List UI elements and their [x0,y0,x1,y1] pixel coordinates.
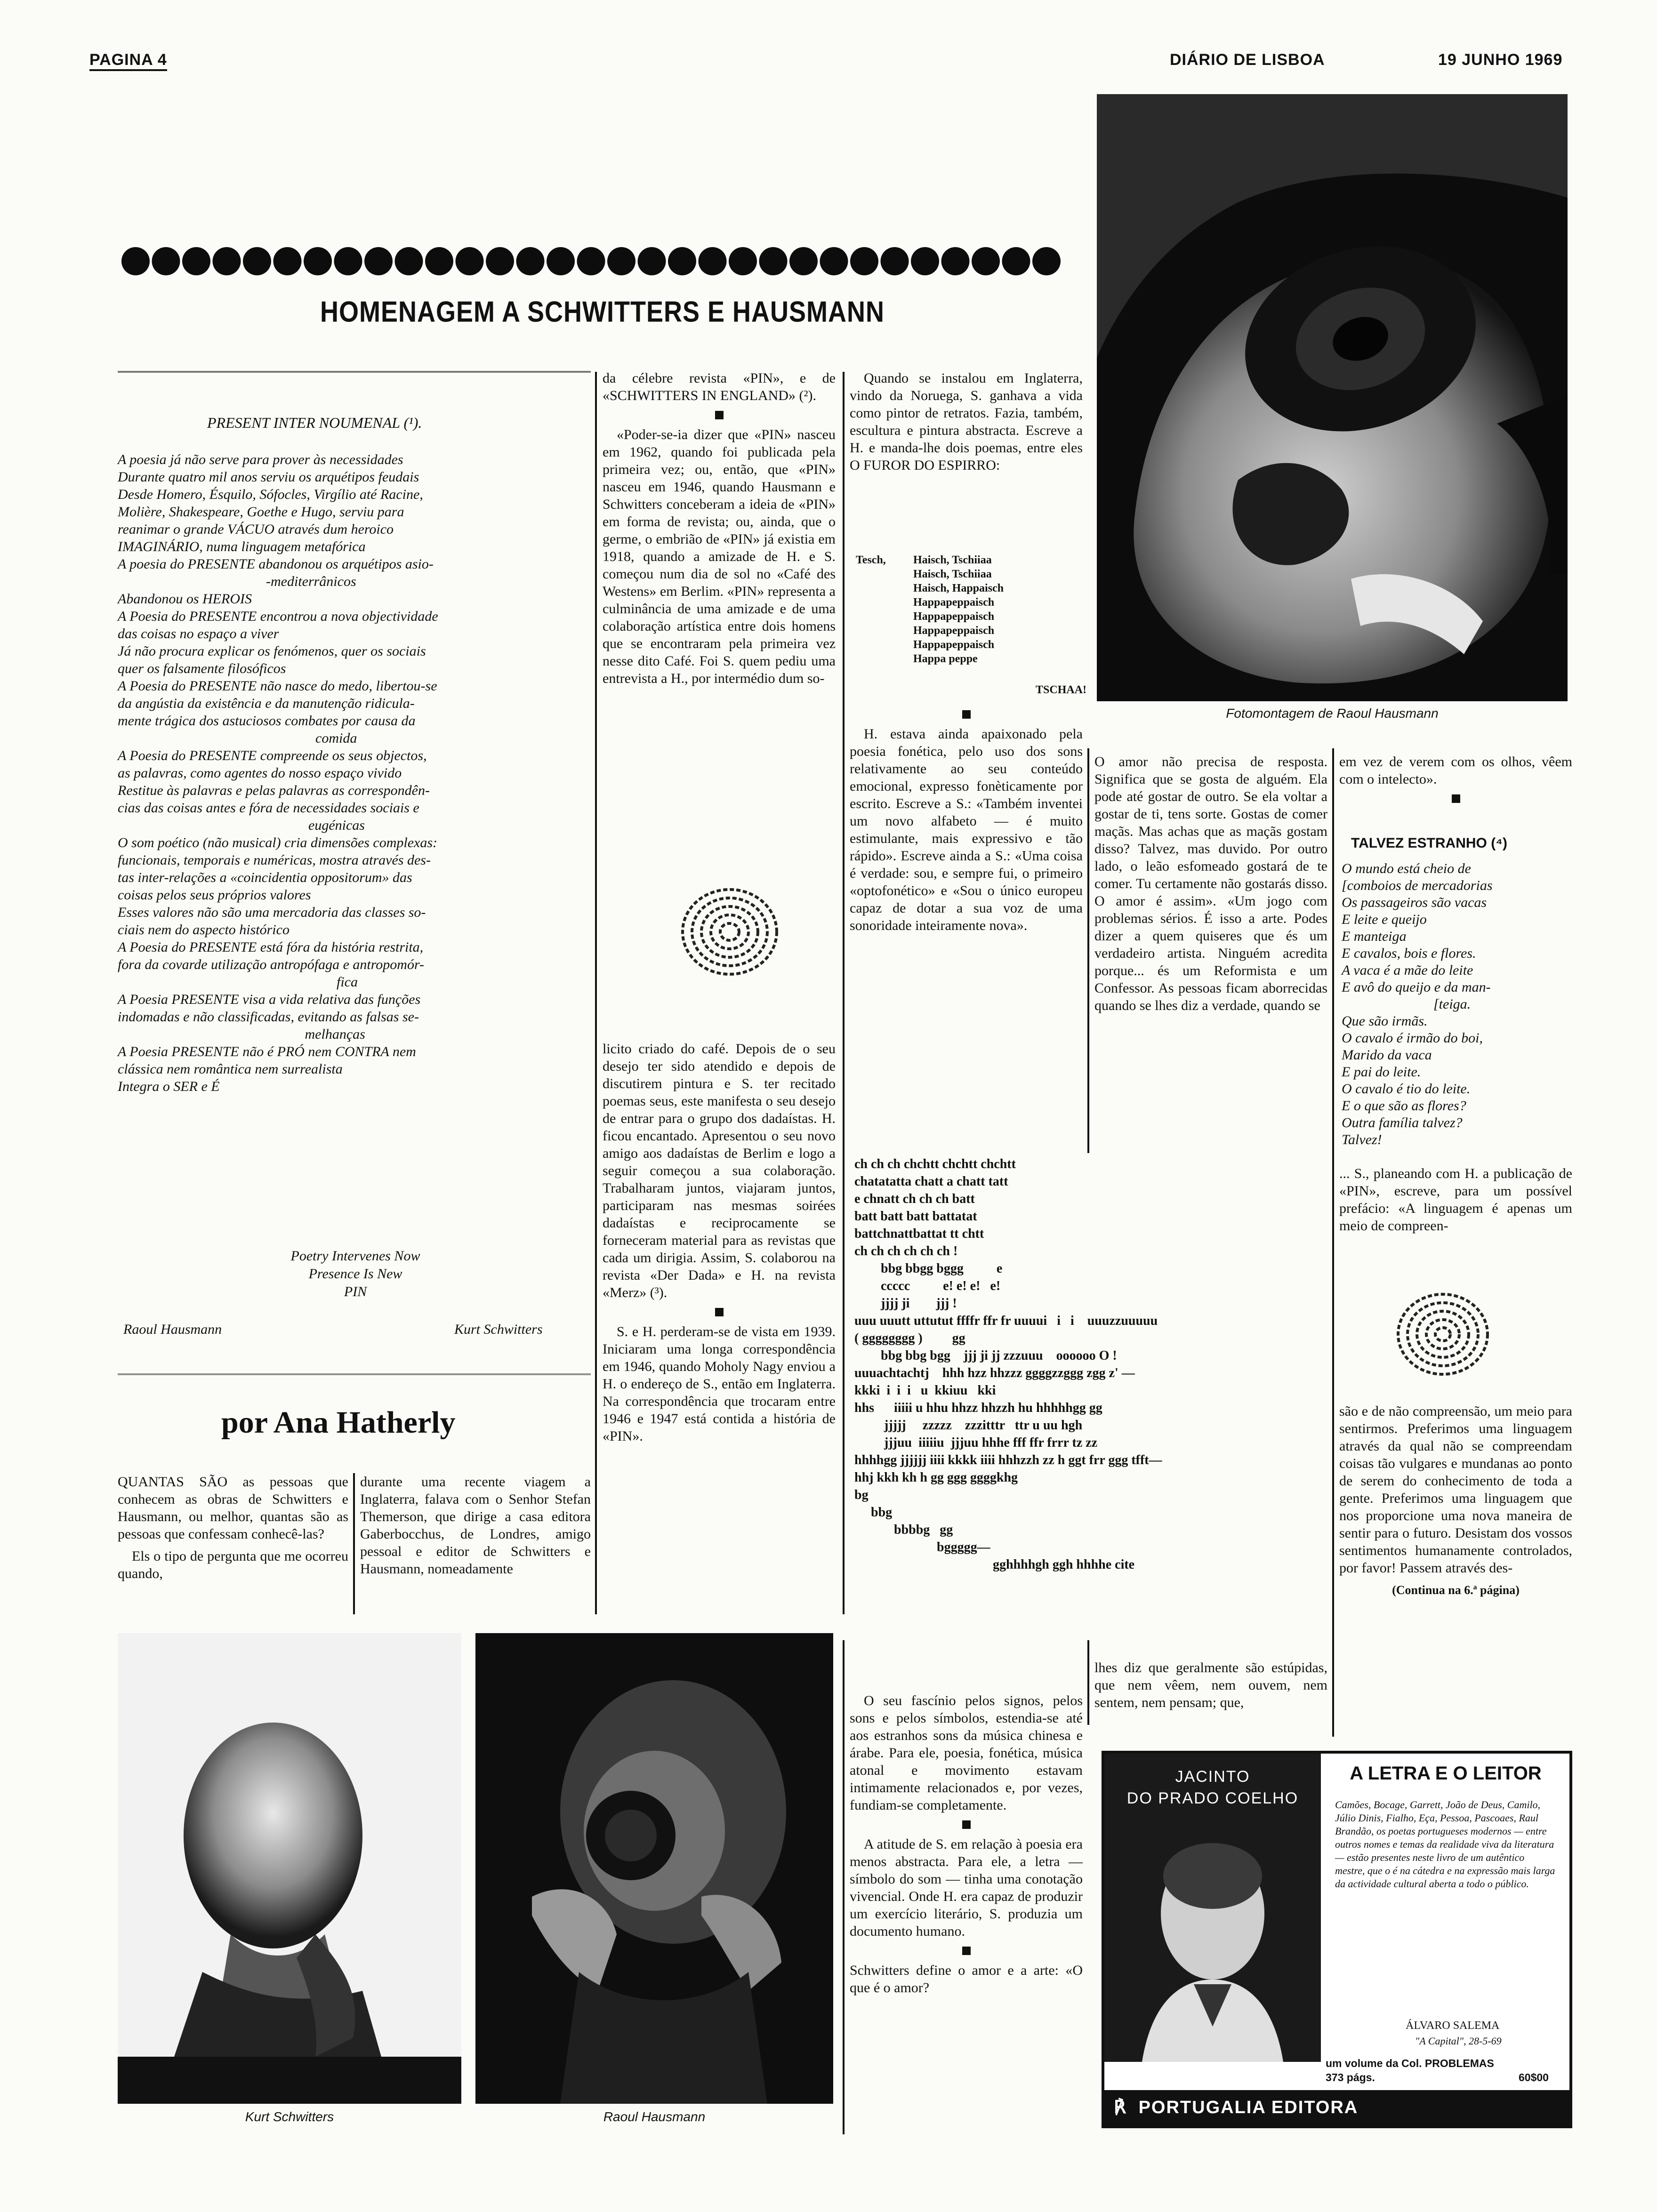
sound-poem-line: bbg bbgg bggg e [854,1261,1003,1276]
sound-poem-line: ( gggggggg ) gg [854,1331,965,1346]
decorative-dot [850,247,878,275]
body-paragraph: Schwitters define o amor e a arte: «O que é o amor? [850,1963,1083,1996]
talvez-line: Outra família talvez? [1342,1115,1463,1130]
tesch-lines [913,553,1004,666]
body-paragraph: em vez de verem com os olhos, vêem com o intelecto». [1339,754,1572,787]
talvez-line: A vaca é a mãe do leite [1342,962,1473,978]
section-marker [962,1820,971,1829]
decorative-dot [911,247,939,275]
section-marker [1452,794,1460,803]
manifesto-line: indomadas e não classificadas, evitando as falsas se- [118,1009,419,1025]
sound-poem-line: ch ch ch chchtt chchtt chchtt [854,1157,1016,1171]
decorative-dot [972,247,1000,275]
spiral-emblem [1393,1290,1492,1379]
column-5-top [1094,753,1327,1019]
body-paragraph: S. e H. perderam-se de vista em 1939. Iniciaram uma longa correspondência em 1946, quando Moholy Nagy enviou a H. o endereço de S., então em Inglaterra. Na correspondência que trocaram entre 1946 e 1947 está contida a história de «PIN». [603,1324,836,1444]
talvez-line: Que são irmãs. [1342,1013,1428,1029]
ad-critic: ÁLVARO SALEMA [1406,2020,1500,2032]
manifesto-line: comida [118,730,357,746]
intro-paragraph: Els o tipo de pergunta que me ocorreu quando, [118,1548,348,1581]
intro-column-2 [360,1473,591,1582]
divider [118,371,591,373]
section-marker [962,1947,971,1955]
decorative-dot [334,247,362,275]
ad-price: 60$00 [1519,2071,1549,2084]
tesch-line: Happa peppe [913,653,978,665]
manifesto-line: A Poesia do PRESENTE está fóra da história restrita, [118,939,424,955]
manifesto-line: Integra o SER e É [118,1079,220,1094]
tesch-line: Haisch, Tschiiaa [913,554,992,566]
decorative-dot [1032,247,1061,275]
sound-poem-line: jjjjj zzzzz zzzitttr ttr u uu hgh [854,1418,1083,1433]
decorative-dot [395,247,423,275]
column-6-bottom [1339,1403,1572,1603]
column-5-bottom [1094,1659,1327,1716]
sound-poem-line: uuu uuutt uttutut ffffr ffr fr uuuui i i uuuzzuuuuu [854,1314,1158,1328]
ad-author-first: JACINTO [1175,1768,1250,1786]
signature-schwitters: Kurt Schwitters [454,1322,543,1337]
manifesto-line: das coisas no espaço a viver [118,626,279,641]
decorative-dot [1002,247,1030,275]
motto-line: PIN [344,1284,367,1299]
manifesto-line: Desde Homero, Ésquilo, Sófocles, Virgílio até Racine, [118,487,423,502]
manifesto-line: ciais nem do aspecto histórico [118,922,290,938]
column-6-top [1339,753,1572,809]
body-paragraph: «Poder-se-ia dizer que «PIN» nasceu em 1962, quando foi publicada pela primeira vez; ou, então, que «PIN» nasceu em 1946, quando Hausmann e Schwitters conceberam a ideia de «PIN» em forma de revista; ou, ainda, que o germe, o embrião de «PIN» já existia em 1918, quando a amizade de H. e S. começou num dia de sol no «Café des Westens» em Berlim. «PIN» representa a culminância de uma amizade e de uma colaboração artística entre dois homens que se encontraram pela primeira vez nesse dito Café. Foi S. quem pediu uma entrevista a H., por intermédio dum so- [603,427,836,686]
decorative-dot [941,247,970,275]
manifesto-line: mente trágica dos astuciosos combates por causa da [118,713,416,729]
manifesto-line: funcionais, temporais e numéricas, mostra através des- [118,852,431,868]
talvez-poem [1342,860,1572,1148]
manifesto-line: A Poesia PRESENTE visa a vida relativa das funções [118,992,421,1007]
column-4-top [850,369,1083,479]
column-3-top [603,369,836,692]
manifesto-line: Molière, Shakespeare, Goethe e Hugo, serviu para [118,504,404,520]
sound-poem-line: e chnatt ch ch ch batt [854,1192,975,1206]
sound-poem-line: jjjj ji jjj ! [854,1296,957,1311]
tesch-speaker: Tesch, [856,554,886,566]
sound-poem-line: hhhhgg jjjjjj iiii kkkk iiii hhhzzh zz h ggt frr ggg tfft— [854,1453,1162,1467]
section-marker [715,1308,724,1316]
talvez-line: Marido da vaca [1342,1047,1432,1063]
issue-date: 19 JUNHO 1969 [1438,51,1563,69]
manifesto-title: PRESENT INTER NOUMENAL (¹). [207,414,422,431]
manifesto-line: -mediterrânicos [118,574,356,589]
talvez-line: [comboios de mercadorias [1342,878,1493,893]
manifesto-motto [118,1247,593,1301]
column-6-mid [1339,1165,1572,1239]
talvez-line: [teiga. [1342,996,1471,1012]
decorative-dot [789,247,818,275]
decorative-dot [668,247,696,275]
manifesto-line: Durante quatro mil anos serviu os arquétipos feudais [118,469,419,485]
publisher-logo: ℟ [1114,2098,1126,2117]
talvez-line: O cavalo é tio do leite. [1342,1081,1471,1097]
sound-poem-line: battchnattbattat tt chtt [854,1226,984,1241]
talvez-title: TALVEZ ESTRANHO (⁴) [1351,835,1508,851]
decorative-dot [152,247,180,275]
sound-poem-line: chatatatta chatt a chatt tatt [854,1174,1008,1189]
photomontage-caption: Fotomontagem de Raoul Hausmann [1226,706,1439,721]
manifesto-line: A Poesia do PRESENTE encontrou a nova objectividade [118,609,438,624]
tesch-line: Happapeppaisch [913,639,995,651]
ad-book-title: A LETRA E O LEITOR [1350,1763,1542,1784]
body-paragraph: A atitude de S. em relação à poesia era menos abstracta. Para ele, a letra — símbolo do som — tinha uma conotação vivencial. Onde H. era capaz de produzir um exercício literário, S. produzia um documento humano. [850,1836,1083,1939]
manifesto-line: coisas pelos seus próprios valores [118,887,311,903]
manifesto-line: clássica nem romântica nem surrealista [118,1061,343,1077]
body-paragraph: da célebre revista «PIN», e de «SCHWITTERS IN ENGLAND» (²). [603,370,836,403]
manifesto-line: Abandonou os HEROIS [118,591,252,607]
ad-portrait-panel [1104,1754,1321,2062]
sound-poem-line: jjjuu iiiiiu jjjuu hhhe fff ffr frrr tz zz [854,1435,1098,1450]
ad-author-last: DO PRADO COELHO [1126,1789,1299,1807]
raoul-hausmann-portrait [475,1633,833,2104]
body-paragraph: O seu fascínio pelos signos, pelos sons e pelos símbolos, estendia-se até aos estranhos sons da música chinesa e árabe. Para ele, poesia, fonética, música atonal e movimento estavam intimamente relacionados e, por vezes, fundiam-se completamente. [850,1693,1083,1813]
paper-name: DIÁRIO DE LISBOA [1170,51,1325,69]
decorative-dot [607,247,635,275]
body-paragraph: licito criado do café. Depois de o seu desejo ter sido atendido e depois de discutirem pintura e S. ter recitado poemas seus, este manifesta o seu desejo de entrar para o grupo dos dadaístas. H. ficou encantado. Apresentou o seu novo amigo aos dadaístas de Berlim e logo a seguir começou a sua colaboração. Trabalharam juntos, viajaram juntos, participaram nas mesmas soirées dadaístas e reciprocamente se forneceram material para as revistas que cada um dirigia. Assim, S. colaborou na revista «Der Dada» e H. na revista «Merz» (³). [603,1041,836,1300]
tesch-line: Happapeppaisch [913,596,995,609]
divider [118,1373,591,1375]
sound-poem-line: ch ch ch ch ch ch ! [854,1244,958,1258]
decorative-dot [729,247,757,275]
tesch-line: Haisch, Happaisch [913,582,1004,594]
manifesto-line: fica [118,974,358,990]
tesch-line: Happapeppaisch [913,625,995,637]
decorative-dot [364,247,393,275]
manifesto-line: A Poesia PRESENTE não é PRÓ nem CONTRA nem [118,1044,416,1059]
sound-poem-line: hhj kkh kh h gg ggg ggggkhg [854,1470,1018,1485]
spiral-emblem [678,885,781,979]
talvez-line: E o que são as flores? [1342,1098,1466,1114]
decorative-dot [516,247,545,275]
decorative-dot [213,247,241,275]
decorative-dot [243,247,271,275]
intro-paragraph: QUANTAS SÃO as pessoas que conhecem as obras de Schwitters e Hausmann, ou melhor, quantas são as pessoas que confessam conhecê-las? [118,1474,348,1542]
section-marker [715,411,724,419]
manifesto-line: A poesia já não serve para prover às necessidades [118,452,403,467]
sound-poem-line: gghhhhgh ggh hhhhe cite [854,1557,1135,1572]
talvez-line: E pai do leite. [1342,1064,1421,1080]
sound-poem-line: batt batt batt battatat [854,1209,977,1224]
decorative-dot [425,247,453,275]
body-paragraph: Quando se instalou em Inglaterra, vindo da Noruega, S. ganhava a vida como pintor de retratos. Fazia, também, escultura e pintura abstracta. Escreve a H. e manda-lhe dois poemas, entre eles O FUROR DO ESPIRRO: [850,370,1083,473]
tesch-line: Happapeppaisch [913,610,995,623]
body-paragraph: lhes diz que geralmente são estúpidas, que nem vêem, nem ouvem, nem sentem, nem pensam; que, [1094,1660,1327,1710]
talvez-line: E avô do queijo e da man- [1342,979,1491,995]
page-label: PAGINA 4 [89,51,167,71]
hausmann-photomontage [1097,94,1568,701]
column-4-mid [850,704,1083,939]
sound-poem-line: hhs iiiii u hhu hhzz hhzzh hu hhhhhgg gg [854,1401,1102,1415]
manifesto-line: da angústia da existência e da manutenção ridicula- [118,696,415,711]
section-marker [962,710,971,719]
motto-line: Poetry Intervenes Now [290,1248,420,1264]
body-paragraph: ... S., planeando com H. a publicação de «PIN», escreve, para um possível prefácio: «A linguagem é apenas um meio de compreen- [1339,1166,1572,1234]
decorative-dot [547,247,575,275]
body-paragraph: O amor não precisa de resposta. Significa que se gosta de alguém. Ela pode até gostar de outro. Se ela voltar a gostar de ti, tens sorte. Gostas de comer maçãs. Mas achas que as maçãs gostam disso? Talvez, mas duvido. Por outro lado, o leão esfomeado gostará de te comer. Tu certamente não gostarás disso. O amor é assim». «Um jogo com problemas sérios. É isso a arte. Podes dizer a quem quiseres que és um verdadeiro artista. Ninguém acredita porque... és um Reformista e um Confessor. As pessoas ficam aborrecidas quando se lhes diz a verdade, quando se [1094,754,1327,1013]
manifesto-body [118,451,593,1095]
talvez-line: O cavalo é irmão do boi, [1342,1030,1483,1046]
ad-pages: 373 págs. [1326,2071,1375,2084]
publisher-name: PORTUGALIA EDITORA [1138,2098,1359,2117]
sound-poem-line: ccccc e! e! e! e! [854,1279,1001,1293]
body-paragraph: H. estava ainda apaixonado pela poesia fonética, pelo uso dos sons relativamente ao seu conteúdo emocional, expresso fonèticamente por escrito. Escreve a S.: «Também inventei um novo alfabeto — é muito estimulante, mais expressivo e tão rápido». Escreve ainda a S.: «Uma coisa é verdade: sou, e sempre fui, o primeiro «optofonético» e «Sou o único europeu capaz de dotar a sua voz de uma sonoridade inteiramente nova». [850,726,1083,933]
manifesto-line: A Poesia do PRESENTE compreende os seus objectos, [118,748,427,763]
talvez-line: E cavalos, bois e flores. [1342,946,1476,961]
column-rule [595,372,597,1614]
decorative-dot [759,247,788,275]
decorative-dot [699,247,727,275]
signature-hausmann: Raoul Hausmann [123,1322,222,1337]
column-3-bottom [603,1040,836,1450]
manifesto-line: tas inter-relações a «coincidentia oppositorum» das [118,870,412,885]
raoul-caption: Raoul Hausmann [603,2109,706,2124]
column-rule [353,1473,355,1614]
decorative-dot-band [120,235,1066,287]
intro-paragraph: durante uma recente viagem a Inglaterra, falava com o Senhor Stefan Themerson, que dirige a casa editora Gaberbocchus, de Londres, amigo pessoal e editor de Schwitters e Hausmann, nomeadamente [360,1474,591,1577]
talvez-line: E manteiga [1342,929,1407,944]
body-paragraph: são e de não compreensão, um meio para sentirmos. Preferimos uma linguagem através da qual não se compreendam coisas tão vulgares e mundanas ao ponto de serem do conhecimento de toda a gente. Preferimos uma linguagem que nos proporcione uma nova maneira de sentir para o futuro. Desistam dos vossos sentimentos humanamente controlados, por favor! Passem através des- [1339,1403,1572,1576]
sound-poem-line: kkki i i i u kkiuu kki [854,1383,996,1398]
manifesto-line: Esses valores não são uma mercadoria das classes so- [118,905,426,920]
tesch-line: Haisch, Tschiiaa [913,568,992,580]
intro-column-1 [118,1473,348,1587]
kurt-caption: Kurt Schwitters [245,2109,334,2124]
talvez-line: Talvez! [1342,1132,1382,1147]
decorative-dot [638,247,666,275]
manifesto-line: cias das coisas antes e fóra de necessidades sociais e [118,800,419,816]
sound-poem-line: bbg bbg bgg jjj ji jj zzzuuu oooooo O ! [854,1348,1117,1363]
column-rule [843,1640,845,2134]
ad-blurb: Camões, Bocage, Garrett, João de Deus, Camilo, Júlio Dinis, Fialho, Eça, Pessoa, Pascoaes, Raul Brandão, os poetas portugueses modernos — entre outros nomes e temas da realidade viva da literatura — estão presentes neste livro de um autêntico mestre, que o é na cátedra e na expressão mais larga da actividade cultural aberta a todo o público. [1335,1799,1555,1890]
manifesto-line: Já não procura explicar os fenómenos, quer os sociais [118,643,426,659]
article-title: HOMENAGEM A SCHWITTERS E HAUSMANN [320,296,885,329]
manifesto-line: Restitue às palavras e pelas palavras as correspondên- [118,783,430,798]
byline: por Ana Hatherly [221,1405,456,1440]
column-rule [1087,748,1089,1153]
manifesto-line: IMAGINÁRIO, numa linguagem metafórica [118,539,366,554]
decorative-dot [486,247,514,275]
manifesto-line: melhanças [118,1026,365,1042]
sound-poem-line: bbbbg gg [854,1523,953,1537]
decorative-dot [820,247,848,275]
column-rule [843,372,845,1614]
manifesto-line: reanimar o grande VÁCUO através dum heroico [118,521,394,537]
ad-volume: um volume da Col. PROBLEMAS [1326,2057,1494,2069]
sound-poem-line: bg [854,1488,869,1502]
kurt-schwitters-portrait [118,1633,461,2104]
decorative-dot [182,247,210,275]
column-4-bottom [850,1692,1083,2001]
manifesto-line: eugénicas [118,817,365,833]
sound-poem-line: bggggg— [854,1540,990,1555]
ad-publisher-bar [1104,2090,1569,2125]
ad-critic-source: "A Capital", 28-5-69 [1415,2035,1502,2047]
manifesto-line: A poesia do PRESENTE abandonou os arquétipos asio- [118,556,434,572]
column-rule [1087,1640,1089,1725]
sound-poem [854,1155,1335,1573]
book-advertisement [1102,1751,1572,2128]
talvez-line: O mundo está cheio de [1342,861,1471,876]
decorative-dot [304,247,332,275]
manifesto-line: fora da covarde utilização antropófaga e antropomór- [118,957,425,972]
talvez-line: E leite e queijo [1342,912,1427,927]
ad-author-portrait [1133,1824,1293,2062]
decorative-dot [273,247,302,275]
manifesto-line: A Poesia do PRESENTE não nasce do medo, libertou-se [118,678,437,694]
decorative-dot [121,247,150,275]
tesch-end: TSCHAA! [1036,684,1087,696]
talvez-line: Os passageiros são vacas [1342,895,1487,910]
sound-poem-line: uuuachtachtj hhh hzz hhzzz ggggzzggg zgg z' — [854,1366,1135,1380]
motto-line: Presence Is New [308,1266,402,1282]
decorative-dot [881,247,909,275]
continuation-note: (Continua na 6.ª página) [1392,1583,1520,1597]
sound-poem-line: bbg [854,1505,893,1520]
decorative-dot [577,247,605,275]
manifesto-line: as palavras, como agentes do nosso espaço vivido [118,765,402,781]
manifesto-line: O som poético (não musical) cria dimensões complexas: [118,835,438,850]
manifesto-line: quer os falsamente filosóficos [118,661,286,676]
decorative-dot [456,247,484,275]
